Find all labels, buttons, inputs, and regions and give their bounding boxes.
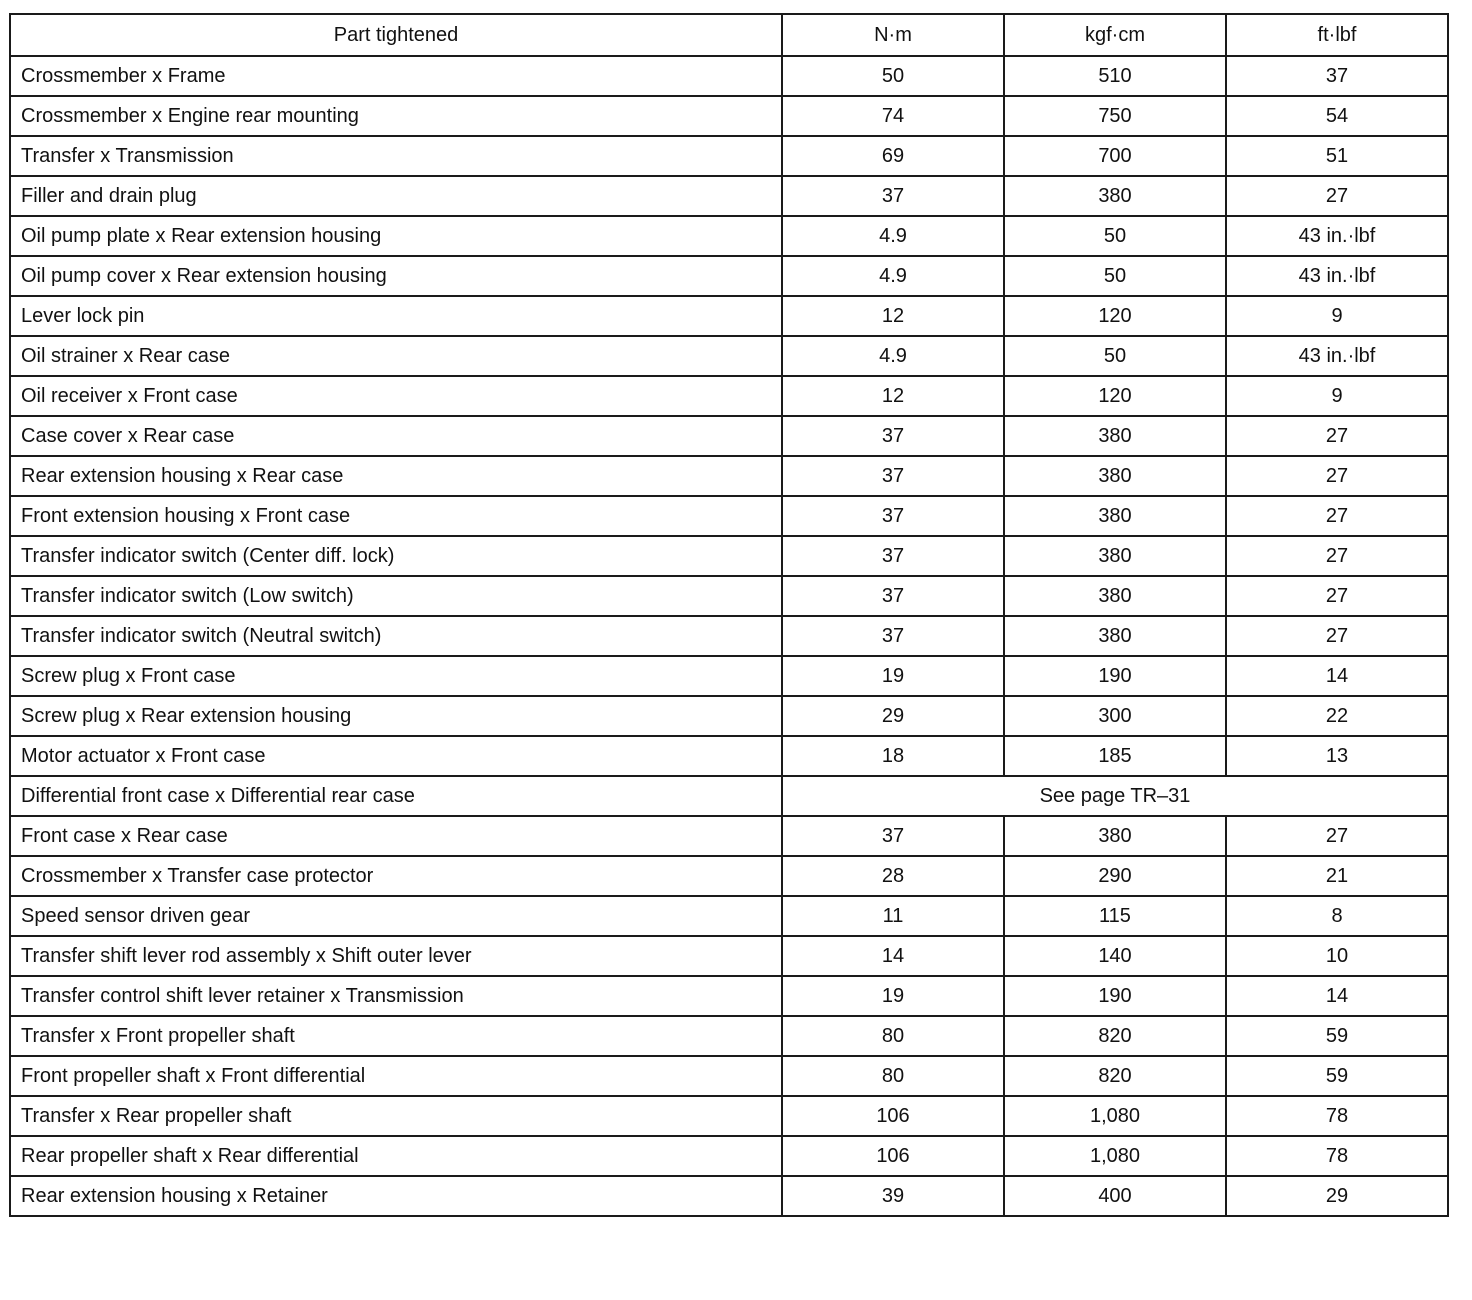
- cell-part-tightened: Lever lock pin: [10, 296, 782, 336]
- header-kgf-cm: kgf·cm: [1004, 14, 1226, 56]
- cell-part-tightened: Crossmember x Transfer case protector: [10, 856, 782, 896]
- cell-kgf-cm: 820: [1004, 1016, 1226, 1056]
- cell-ft-lbf: 22: [1226, 696, 1448, 736]
- cell-newton-meter: 14: [782, 936, 1004, 976]
- cell-newton-meter: 39: [782, 1176, 1004, 1216]
- cell-newton-meter: 37: [782, 496, 1004, 536]
- cell-kgf-cm: 400: [1004, 1176, 1226, 1216]
- cell-part-tightened: Transfer indicator switch (Low switch): [10, 576, 782, 616]
- cell-kgf-cm: 120: [1004, 376, 1226, 416]
- cell-kgf-cm: 380: [1004, 496, 1226, 536]
- table-row: [10, 216, 1448, 256]
- cell-newton-meter: 19: [782, 656, 1004, 696]
- cell-newton-meter: 4.9: [782, 216, 1004, 256]
- cell-kgf-cm: 140: [1004, 936, 1226, 976]
- cell-ft-lbf: 27: [1226, 456, 1448, 496]
- cell-part-tightened: Transfer control shift lever retainer x Transmission: [10, 976, 782, 1016]
- cell-newton-meter: 4.9: [782, 256, 1004, 296]
- table-row: [10, 776, 1448, 816]
- cell-ft-lbf: 27: [1226, 616, 1448, 656]
- table-row: [10, 456, 1448, 496]
- cell-kgf-cm: 50: [1004, 216, 1226, 256]
- table-row: [10, 656, 1448, 696]
- cell-kgf-cm: 510: [1004, 56, 1226, 96]
- cell-ft-lbf: 10: [1226, 936, 1448, 976]
- cell-newton-meter: 4.9: [782, 336, 1004, 376]
- cell-reference-note: See page TR–31: [782, 776, 1448, 816]
- cell-part-tightened: Transfer indicator switch (Center diff. lock): [10, 536, 782, 576]
- cell-ft-lbf: 8: [1226, 896, 1448, 936]
- table-row: [10, 816, 1448, 856]
- cell-newton-meter: 37: [782, 536, 1004, 576]
- cell-part-tightened: Oil pump plate x Rear extension housing: [10, 216, 782, 256]
- header-part-tightened: Part tightened: [10, 14, 782, 56]
- table-row: [10, 576, 1448, 616]
- table-row: [10, 56, 1448, 96]
- table-row: [10, 336, 1448, 376]
- cell-ft-lbf: 59: [1226, 1016, 1448, 1056]
- table-row: [10, 1176, 1448, 1216]
- cell-part-tightened: Motor actuator x Front case: [10, 736, 782, 776]
- cell-part-tightened: Oil receiver x Front case: [10, 376, 782, 416]
- cell-newton-meter: 37: [782, 816, 1004, 856]
- cell-newton-meter: 12: [782, 376, 1004, 416]
- cell-kgf-cm: 700: [1004, 136, 1226, 176]
- cell-kgf-cm: 380: [1004, 816, 1226, 856]
- cell-part-tightened: Transfer indicator switch (Neutral switch): [10, 616, 782, 656]
- cell-ft-lbf: 13: [1226, 736, 1448, 776]
- table-row: [10, 536, 1448, 576]
- cell-ft-lbf: 27: [1226, 176, 1448, 216]
- cell-ft-lbf: 27: [1226, 536, 1448, 576]
- cell-kgf-cm: 820: [1004, 1056, 1226, 1096]
- cell-part-tightened: Rear propeller shaft x Rear differential: [10, 1136, 782, 1176]
- table-row: [10, 1056, 1448, 1096]
- cell-kgf-cm: 190: [1004, 976, 1226, 1016]
- cell-part-tightened: Screw plug x Front case: [10, 656, 782, 696]
- table-body: [10, 56, 1448, 1216]
- cell-kgf-cm: 380: [1004, 576, 1226, 616]
- cell-ft-lbf: 27: [1226, 816, 1448, 856]
- cell-newton-meter: 37: [782, 616, 1004, 656]
- table-row: [10, 256, 1448, 296]
- table-row: [10, 416, 1448, 456]
- torque-table: [9, 13, 1449, 1217]
- torque-spec-sheet: [9, 13, 1447, 1217]
- cell-part-tightened: Rear extension housing x Rear case: [10, 456, 782, 496]
- cell-newton-meter: 69: [782, 136, 1004, 176]
- cell-ft-lbf: 14: [1226, 976, 1448, 1016]
- cell-ft-lbf: 9: [1226, 296, 1448, 336]
- cell-ft-lbf: 9: [1226, 376, 1448, 416]
- cell-kgf-cm: 1,080: [1004, 1136, 1226, 1176]
- table-header: [10, 14, 1448, 56]
- cell-part-tightened: Oil strainer x Rear case: [10, 336, 782, 376]
- cell-part-tightened: Rear extension housing x Retainer: [10, 1176, 782, 1216]
- cell-part-tightened: Crossmember x Engine rear mounting: [10, 96, 782, 136]
- table-row: [10, 1016, 1448, 1056]
- table-row: [10, 936, 1448, 976]
- cell-ft-lbf: 27: [1226, 416, 1448, 456]
- cell-kgf-cm: 380: [1004, 616, 1226, 656]
- cell-part-tightened: Front propeller shaft x Front differential: [10, 1056, 782, 1096]
- cell-ft-lbf: 54: [1226, 96, 1448, 136]
- cell-newton-meter: 37: [782, 456, 1004, 496]
- cell-kgf-cm: 1,080: [1004, 1096, 1226, 1136]
- table-row: [10, 856, 1448, 896]
- cell-newton-meter: 74: [782, 96, 1004, 136]
- cell-newton-meter: 50: [782, 56, 1004, 96]
- cell-ft-lbf: 27: [1226, 496, 1448, 536]
- cell-part-tightened: Front extension housing x Front case: [10, 496, 782, 536]
- cell-kgf-cm: 115: [1004, 896, 1226, 936]
- cell-part-tightened: Differential front case x Differential rear case: [10, 776, 782, 816]
- cell-newton-meter: 37: [782, 576, 1004, 616]
- cell-kgf-cm: 380: [1004, 416, 1226, 456]
- cell-newton-meter: 12: [782, 296, 1004, 336]
- cell-part-tightened: Oil pump cover x Rear extension housing: [10, 256, 782, 296]
- cell-ft-lbf: 21: [1226, 856, 1448, 896]
- cell-part-tightened: Transfer shift lever rod assembly x Shift outer lever: [10, 936, 782, 976]
- cell-ft-lbf: 51: [1226, 136, 1448, 176]
- table-row: [10, 1096, 1448, 1136]
- cell-ft-lbf: 59: [1226, 1056, 1448, 1096]
- cell-ft-lbf: 43 in.·lbf: [1226, 256, 1448, 296]
- table-row: [10, 976, 1448, 1016]
- cell-kgf-cm: 120: [1004, 296, 1226, 336]
- cell-kgf-cm: 50: [1004, 256, 1226, 296]
- cell-part-tightened: Case cover x Rear case: [10, 416, 782, 456]
- cell-newton-meter: 19: [782, 976, 1004, 1016]
- table-row: [10, 736, 1448, 776]
- cell-ft-lbf: 78: [1226, 1136, 1448, 1176]
- cell-newton-meter: 106: [782, 1136, 1004, 1176]
- cell-newton-meter: 80: [782, 1056, 1004, 1096]
- table-row: [10, 496, 1448, 536]
- cell-kgf-cm: 50: [1004, 336, 1226, 376]
- cell-ft-lbf: 43 in.·lbf: [1226, 336, 1448, 376]
- cell-ft-lbf: 29: [1226, 1176, 1448, 1216]
- cell-part-tightened: Screw plug x Rear extension housing: [10, 696, 782, 736]
- cell-ft-lbf: 14: [1226, 656, 1448, 696]
- cell-newton-meter: 106: [782, 1096, 1004, 1136]
- table-row: [10, 1136, 1448, 1176]
- cell-part-tightened: Speed sensor driven gear: [10, 896, 782, 936]
- cell-kgf-cm: 380: [1004, 176, 1226, 216]
- cell-kgf-cm: 290: [1004, 856, 1226, 896]
- cell-ft-lbf: 37: [1226, 56, 1448, 96]
- header-row: [10, 14, 1448, 56]
- table-row: [10, 376, 1448, 416]
- cell-kgf-cm: 380: [1004, 536, 1226, 576]
- header-ft-lbf: ft·lbf: [1226, 14, 1448, 56]
- cell-newton-meter: 28: [782, 856, 1004, 896]
- cell-kgf-cm: 190: [1004, 656, 1226, 696]
- cell-newton-meter: 80: [782, 1016, 1004, 1056]
- cell-newton-meter: 29: [782, 696, 1004, 736]
- cell-part-tightened: Transfer x Rear propeller shaft: [10, 1096, 782, 1136]
- cell-part-tightened: Filler and drain plug: [10, 176, 782, 216]
- cell-ft-lbf: 27: [1226, 576, 1448, 616]
- cell-newton-meter: 37: [782, 176, 1004, 216]
- table-row: [10, 696, 1448, 736]
- cell-newton-meter: 11: [782, 896, 1004, 936]
- cell-part-tightened: Crossmember x Frame: [10, 56, 782, 96]
- cell-ft-lbf: 78: [1226, 1096, 1448, 1136]
- cell-part-tightened: Front case x Rear case: [10, 816, 782, 856]
- table-row: [10, 296, 1448, 336]
- cell-part-tightened: Transfer x Front propeller shaft: [10, 1016, 782, 1056]
- cell-ft-lbf: 43 in.·lbf: [1226, 216, 1448, 256]
- table-row: [10, 616, 1448, 656]
- table-row: [10, 136, 1448, 176]
- cell-kgf-cm: 750: [1004, 96, 1226, 136]
- cell-part-tightened: Transfer x Transmission: [10, 136, 782, 176]
- cell-kgf-cm: 185: [1004, 736, 1226, 776]
- cell-kgf-cm: 380: [1004, 456, 1226, 496]
- header-newton-meter: N·m: [782, 14, 1004, 56]
- cell-kgf-cm: 300: [1004, 696, 1226, 736]
- cell-newton-meter: 18: [782, 736, 1004, 776]
- cell-newton-meter: 37: [782, 416, 1004, 456]
- table-row: [10, 176, 1448, 216]
- table-row: [10, 96, 1448, 136]
- table-row: [10, 896, 1448, 936]
